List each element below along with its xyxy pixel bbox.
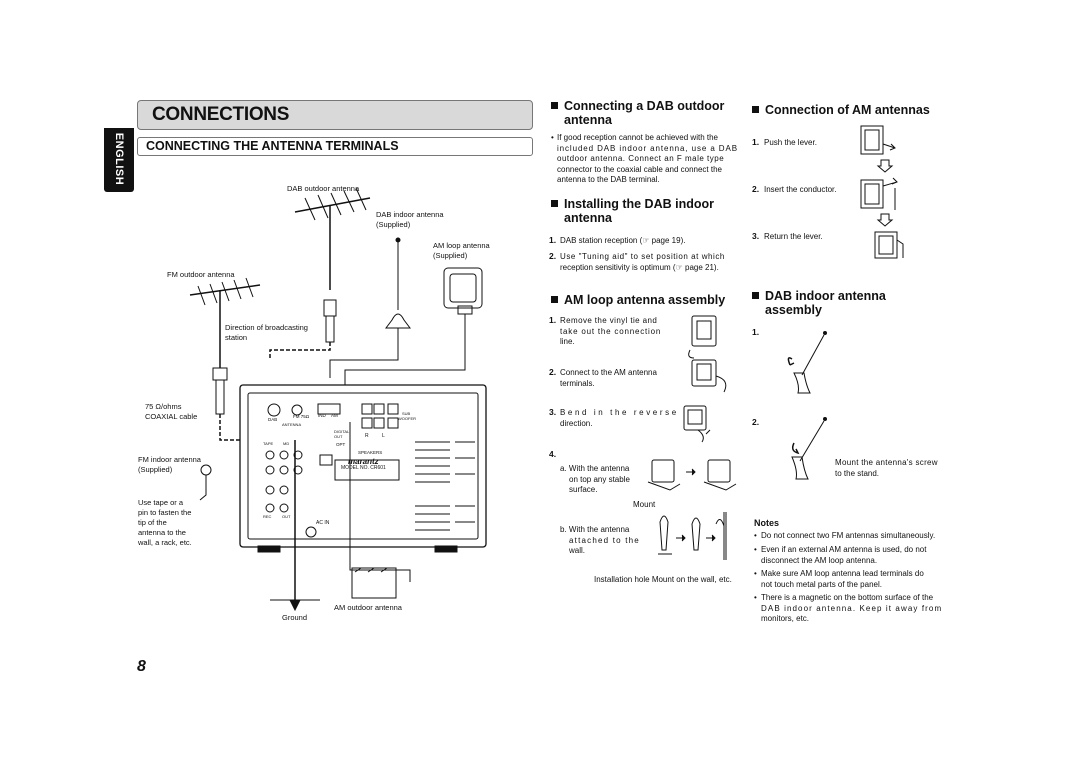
note-4-line3: monitors, etc. <box>761 614 810 623</box>
label-am-outdoor: AM outdoor antenna <box>334 603 402 612</box>
panel-ind: IND <box>318 413 326 418</box>
am-loop-s4b-line1: b. With the antenna <box>560 525 630 534</box>
label-fm-outdoor: FM outdoor antenna <box>167 270 235 279</box>
section-subtitle: CONNECTING THE ANTENNA TERMINALS <box>146 139 399 153</box>
note-1-line1: Do not connect two FM antennas simultaneously. <box>761 531 936 540</box>
label-use-tape-5: wall, a rack, etc. <box>138 538 192 547</box>
install-step2-num: 2. <box>549 251 557 261</box>
note-3-line1: Make sure AM loop antenna lead terminals do <box>761 569 924 578</box>
panel-out: OUT <box>282 514 291 519</box>
bullet-square-icon <box>551 102 558 109</box>
notes-heading: Notes <box>754 518 780 528</box>
label-fm-indoor-supplied: (Supplied) <box>138 465 173 474</box>
dab-outdoor-bullet: • <box>551 133 554 142</box>
install-step1-text: DAB station reception (☞ page 19). <box>560 236 686 245</box>
am-loop-s2-line2: terminals. <box>560 378 595 388</box>
panel-rec: REC <box>263 514 272 519</box>
dab-outdoor-text-2: included DAB indoor antenna, use a DAB <box>557 143 738 153</box>
label-fm-indoor: FM indoor antenna <box>138 455 201 464</box>
dab-outdoor-text-3: outdoor antenna. Connect an F male type <box>557 154 725 163</box>
panel-fm: FM 75Ω <box>293 414 310 419</box>
am-loop-s4a-line1: a. With the antenna <box>560 464 630 473</box>
am-loop-s3-line2: direction. <box>560 418 593 428</box>
am-loop-s1-line2: take out the connection <box>560 326 662 336</box>
bullet-square-icon <box>752 106 759 113</box>
note-4-line1: There is a magnetic on the bottom surface of the <box>761 593 934 602</box>
am-loop-s1-line3: line. <box>560 337 575 346</box>
label-am-loop-supplied: (Supplied) <box>433 251 468 260</box>
panel-brand: marantz <box>348 457 379 466</box>
am-loop-s4a-line3: surface. <box>569 485 598 494</box>
label-am-loop: AM loop antenna <box>433 241 490 250</box>
panel-md: MD <box>283 441 290 446</box>
am-loop-s2-num: 2. <box>549 367 557 377</box>
am-loop-antenna-icon <box>444 268 482 314</box>
label-dab-outdoor: DAB outdoor antenna <box>287 184 360 193</box>
bullet-square-icon <box>551 296 558 303</box>
panel-l: L <box>382 433 385 439</box>
install-step2-line2: reception sensitivity is optimum (☞ page 21). <box>560 262 719 272</box>
note-2-bullet: • <box>754 545 757 554</box>
label-dab-indoor: DAB indoor antenna <box>376 210 444 219</box>
dab-indoor-antenna-icon <box>386 238 410 328</box>
dab-outdoor-text-1: If good reception cannot be achieved with the <box>557 133 718 142</box>
note-3-bullet: • <box>754 569 757 578</box>
label-ohms: 75 Ω/ohms <box>145 402 182 411</box>
label-use-tape-2: pin to fasten the <box>138 508 192 517</box>
dab-outdoor-title: Connecting a DAB outdoor antenna <box>551 99 741 127</box>
label-use-tape-1: Use tape or a <box>138 498 184 507</box>
panel-speakers: SPEAKERS <box>358 450 383 455</box>
am-loop-s2-line1: Connect to the AM antenna <box>560 368 657 377</box>
am-ant-s3-text: Return the lever. <box>764 232 823 241</box>
panel-antenna: ANTENNA <box>282 422 302 427</box>
am-loop-s3-line1: Bend in the reverse <box>560 408 679 417</box>
dab-indoor-install-title: Installing the DAB indoor antenna <box>551 197 741 225</box>
am-ant-s2-text: Insert the conductor. <box>764 185 837 194</box>
dab-assembly-s1-num: 1. <box>752 327 760 337</box>
note-4-line2: DAB indoor antenna. Keep it away from <box>761 603 943 613</box>
am-loop-s4-num: 4. <box>549 449 557 459</box>
panel-model: MODEL NO. CR601 <box>341 465 386 471</box>
language-tab-label: ENGLISH <box>113 132 125 186</box>
dab-assembly-s2-num: 2. <box>752 417 760 427</box>
am-ant-s1-num: 1. <box>752 137 760 147</box>
label-use-tape-3: tip of the <box>138 518 167 527</box>
label-station: station <box>225 333 248 342</box>
dab-assembly-mount-line1: Mount the antenna's screw <box>835 458 938 467</box>
install-step2-line1: Use "Tuning aid" to set position at which <box>560 252 725 261</box>
note-4-bullet: • <box>754 593 757 602</box>
am-loop-s1-num: 1. <box>549 315 557 325</box>
am-loop-assembly-title: AM loop antenna assembly <box>551 293 725 307</box>
am-loop-s4b-line3: wall. <box>569 546 586 555</box>
am-loop-assembly-illustrations <box>640 310 745 570</box>
label-coaxial: COAXIAL cable <box>145 412 198 421</box>
label-use-tape-4: antenna to the <box>138 528 186 537</box>
panel-r: R <box>365 433 369 439</box>
am-loop-mount-label: Mount <box>633 500 656 509</box>
dab-outdoor-text-5: antenna to the DAB terminal. <box>557 175 660 184</box>
panel-am: AM <box>331 413 338 418</box>
am-antennas-title: Connection of AM antennas <box>752 103 930 117</box>
note-1-bullet: • <box>754 531 757 540</box>
note-3-line2: not touch metal parts of the panel. <box>761 579 882 589</box>
note-2-line1: Even if an external AM antenna is used, do not <box>761 545 927 554</box>
am-loop-s3-num: 3. <box>549 407 557 417</box>
antenna-connection-diagram <box>130 160 550 630</box>
panel-ac-in: AC IN <box>316 520 330 526</box>
page-title: CONNECTIONS <box>152 104 290 125</box>
install-step1-num: 1. <box>549 235 557 245</box>
am-loop-s1-line1: Remove the vinyl tie and <box>560 316 658 325</box>
dab-assembly-illustrations <box>770 325 840 485</box>
am-loop-installation-caption: Installation hole Mount on the wall, etc. <box>594 575 732 584</box>
panel-dab: DAB <box>268 417 278 422</box>
label-dab-indoor-supplied: (Supplied) <box>376 220 411 229</box>
panel-opt: OPT <box>336 442 346 447</box>
dab-assembly-mount-line2: to the stand. <box>835 468 880 478</box>
am-loop-s4b-line2: attached to the <box>569 535 640 545</box>
panel-digital-out: DIGITAL OUT <box>334 429 350 439</box>
panel-woofer: WOOFER <box>398 416 416 421</box>
am-terminal-illustrations <box>855 122 915 262</box>
bullet-square-icon <box>551 200 558 207</box>
bullet-square-icon <box>752 292 759 299</box>
label-direction: Direction of broadcasting <box>225 323 308 332</box>
am-ant-s1-text: Push the lever. <box>764 138 817 147</box>
am-loop-s4a-line2: on top any stable <box>569 474 630 484</box>
panel-sub: SUB <box>402 411 411 416</box>
am-ant-s3-num: 3. <box>752 231 760 241</box>
am-ant-s2-num: 2. <box>752 184 760 194</box>
dab-outdoor-antenna-icon <box>295 188 370 290</box>
page-number: 8 <box>137 658 146 675</box>
panel-tape: TAPE <box>263 441 274 446</box>
note-2-line2: disconnect the AM loop antenna. <box>761 555 878 565</box>
dab-indoor-assembly-title: DAB indoor antenna assembly <box>752 289 942 317</box>
dab-outdoor-text-4: connector to the coaxial cable and connect the <box>557 164 722 174</box>
label-ground: Ground <box>282 613 308 622</box>
